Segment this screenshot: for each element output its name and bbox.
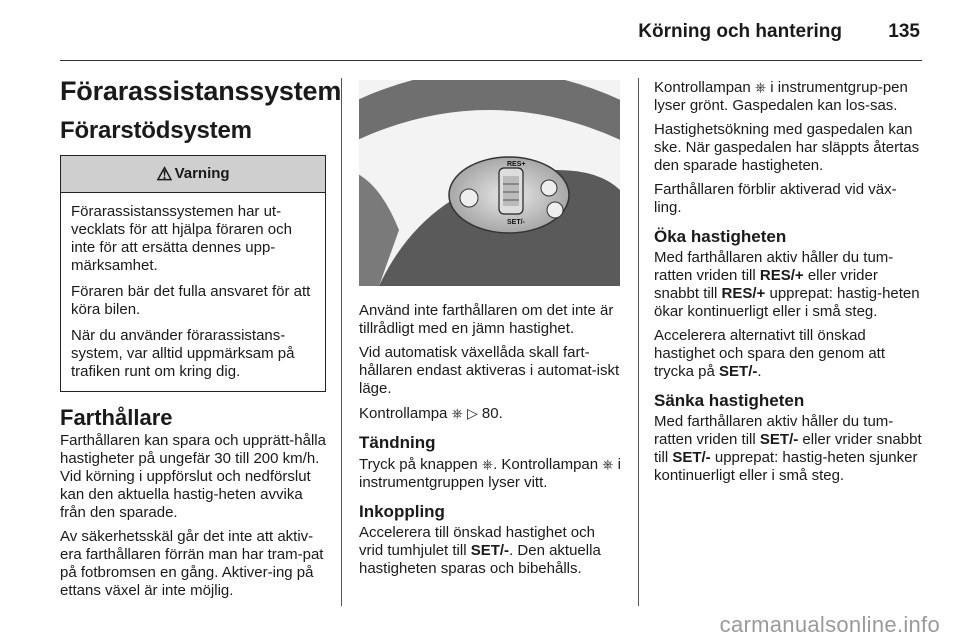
column-2 xyxy=(359,302,623,584)
paragraph xyxy=(654,249,924,321)
heading-oka-hastigheten: Öka hastigheten xyxy=(654,227,787,246)
warning-header xyxy=(61,156,325,193)
text: Tryck på knappen xyxy=(359,456,478,473)
page-header xyxy=(0,0,960,60)
header-rule xyxy=(60,60,922,61)
cruise-control-icon: ⎈ xyxy=(754,79,767,95)
text: eller vrider snabbt till xyxy=(654,267,878,302)
paragraph: Hastighetsökning med gaspedalen kan ske. När gaspedalen har släppts återtas den sparade hastigheten. xyxy=(654,121,920,174)
warning-paragraph: När du använder förarassistans-system, var alltid uppmärksam på trafiken runt om kring dig. xyxy=(71,327,295,380)
text: i instrumentgrup-pen lyser grönt. Gaspedalen kan los-sas. xyxy=(654,79,908,114)
paragraph: Använd inte farthållaren om det inte är tillrådligt med en jämn hastighet. xyxy=(359,302,614,337)
page-reference-icon: ▷ xyxy=(466,405,478,421)
page-number: 135 xyxy=(888,21,920,42)
column-3 xyxy=(654,78,924,491)
cruise-control-icon: ⎈ xyxy=(602,456,614,472)
bold-label: RES/+ xyxy=(721,285,766,302)
column-divider-2 xyxy=(638,78,639,606)
paragraph xyxy=(359,455,623,492)
heading-inkoppling: Inkoppling xyxy=(359,502,445,521)
text: i instrumentgruppen lyser vitt. xyxy=(359,456,622,491)
warning-triangle-icon: ⚠ xyxy=(156,164,173,184)
paragraph xyxy=(654,413,924,485)
text: Accelerera alternativt till önskad hastighet och spara den genom att trycka på xyxy=(654,327,885,380)
warning-label: Varning xyxy=(174,165,230,182)
paragraph xyxy=(359,404,623,423)
column-divider-1 xyxy=(341,78,342,606)
paragraph xyxy=(654,327,924,381)
warning-paragraph: Förarassistanssystemen har ut-vecklats för att hjälpa föraren och inte för att ersätta dennes upp-märksamhet. xyxy=(71,203,292,274)
text: Kontrollampan xyxy=(654,79,751,96)
header-title: Körning och hantering xyxy=(638,21,842,42)
steering-wheel-illustration xyxy=(359,80,620,286)
text: . xyxy=(757,363,762,380)
text: upprepat: hastig-heten ökar kontinuerligt eller i små steg. xyxy=(654,285,920,320)
heading-sanka-hastigheten: Sänka hastigheten xyxy=(654,391,805,410)
set-label: SET/- xyxy=(507,219,525,226)
steering-wheel-image xyxy=(359,80,620,286)
paragraph: Vid automatisk växellåda skall fart-hållaren endast aktiveras i automat-iskt läge. xyxy=(359,344,620,397)
text: . Kontrollampan xyxy=(493,456,599,473)
column-1 xyxy=(60,75,342,606)
bold-label: RES/+ xyxy=(759,267,804,284)
text: 80. xyxy=(481,405,503,422)
heading-tandning: Tändning xyxy=(359,433,436,452)
text: Med farthållaren aktiv håller du tum-ratten vriden till xyxy=(654,413,894,448)
cruise-control-icon: ⎈ xyxy=(481,456,494,472)
paragraph: Farthållaren förblir aktiverad vid väx-ling. xyxy=(654,181,897,216)
text: Accelerera till önskad hastighet och vrid tumhjulet till xyxy=(359,524,595,559)
warning-box xyxy=(60,155,326,392)
bold-label: SET/- xyxy=(719,363,758,380)
paragraph xyxy=(359,524,623,578)
text: Med farthållaren aktiv håller du tum-ratten vriden till xyxy=(654,249,894,284)
text: . Den aktuella hastigheten sparas och bibehålls. xyxy=(359,542,601,577)
text: upprepat: hastig-heten sjunker kontinuerligt eller i små steg. xyxy=(654,449,918,484)
text: Kontrollampa xyxy=(359,405,448,422)
bold-label: SET/- xyxy=(672,449,711,466)
text: eller vrider snabbt till xyxy=(654,431,922,466)
res-label: RES+ xyxy=(507,161,526,168)
paragraph: Farthållaren kan spara och upprätt-hålla hastigheter på ungefär 30 till 200 km/h. Vid körning i uppförslut och nedförslut kan den aktuella hastig-heten avvika från den sparade. xyxy=(60,432,326,521)
cruise-control-icon: ⎈ xyxy=(451,405,463,421)
chapter-title: Förarassistanssystem xyxy=(60,76,342,106)
paragraph xyxy=(654,78,924,115)
section-subtitle: Förarstödsystem xyxy=(60,117,252,144)
bold-label: SET/- xyxy=(759,431,799,448)
warning-body xyxy=(61,193,325,391)
watermark: carmanualsonline.info xyxy=(719,612,940,637)
warning-paragraph: Föraren bär det fulla ansvaret för att köra bilen. xyxy=(71,283,311,318)
bold-label: SET/- xyxy=(470,542,510,559)
paragraph: Av säkerhetsskäl går det inte att aktiv-era farthållaren förrän man har tram-pat på fotbromsen en gång. Aktiver-ing på ettans växel är inte möjlig. xyxy=(60,528,324,599)
section-title-farthallare: Farthållare xyxy=(60,405,173,430)
